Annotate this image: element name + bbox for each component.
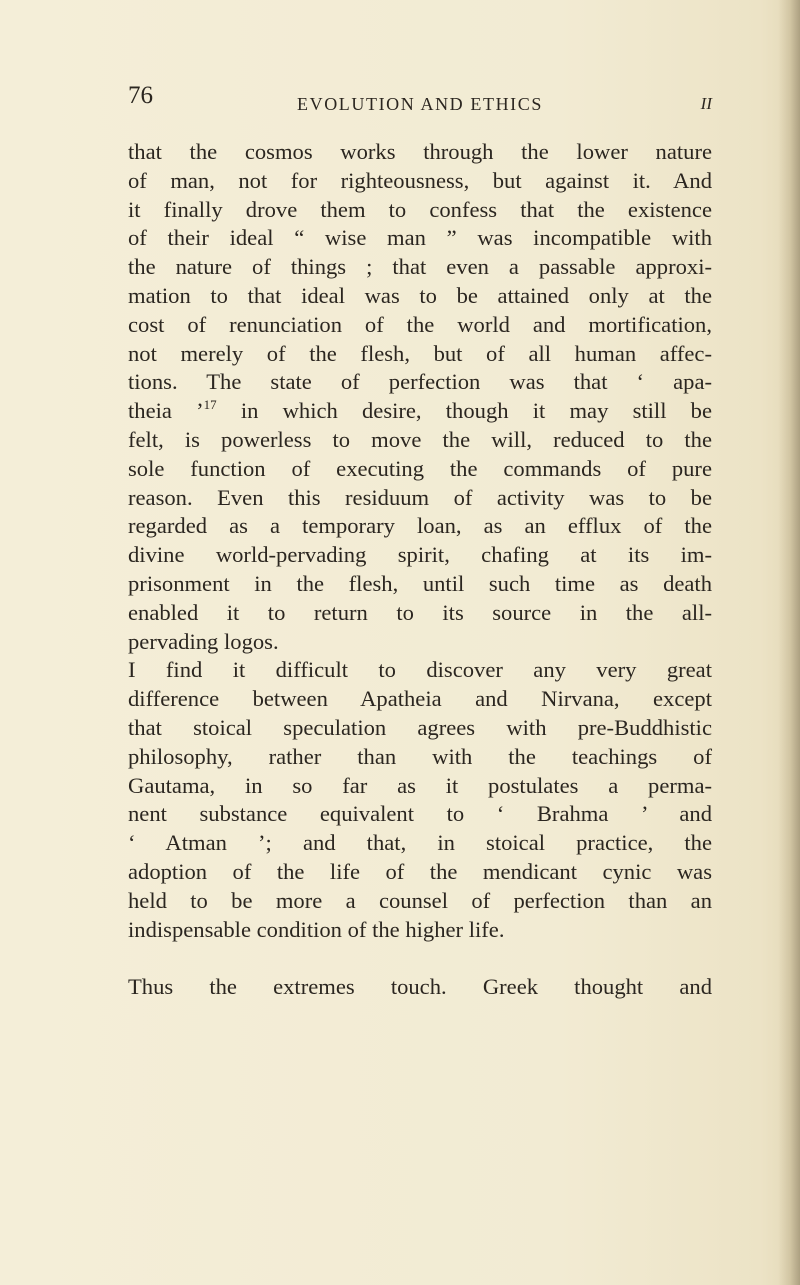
running-title: EVOLUTION AND ETHICS [297, 94, 543, 114]
text-line: ‘ Atman ’; and that, in stoical practice, the [128, 830, 712, 856]
text-line: reason. Even this residuum of activity was to be [128, 484, 712, 510]
text-line: cost of renunciation of the world and mortification, [128, 311, 712, 337]
text-line: pervading logos. [128, 628, 279, 654]
text-line: sole function of executing the commands of pure [128, 455, 712, 481]
text-line: nent substance equivalent to ‘ Brahma ’ and [128, 801, 712, 827]
text-line: of man, not for righteousness, but against it. And [128, 167, 712, 193]
text-line: held to be more a counsel of perfection than an [128, 887, 712, 913]
text-line: adoption of the life of the mendicant cynic was [128, 858, 712, 884]
paragraph-gap [128, 944, 712, 973]
body-text [128, 138, 712, 1002]
text-line: I find it difficult to discover any very great [128, 657, 712, 683]
text-line: philosophy, rather than with the teachings of [128, 743, 712, 769]
text-line: difference between Apatheia and Nirvana, except [128, 686, 712, 712]
text-line: Gautama, in so far as it postulates a perma- [128, 772, 712, 798]
text-line: of their ideal “ wise man ” was incompatible with [128, 225, 712, 251]
text-line: that stoical speculation agrees with pre-Buddhistic [128, 714, 712, 740]
text-line: it finally drove them to confess that the existence [128, 196, 712, 222]
page-edge-shadow [778, 0, 800, 1285]
text-line: prisonment in the flesh, until such time as death [128, 570, 712, 596]
section-mark: II [700, 94, 712, 113]
text-line: divine world-pervading spirit, chafing at its im- [128, 542, 712, 568]
text-line: indispensable condition of the higher life. [128, 916, 505, 942]
text-fragment: theia ’ [128, 398, 204, 424]
page-number: 76 [128, 82, 153, 109]
text-line: that the cosmos works through the lower nature [128, 139, 712, 164]
text-line: felt, is powerless to move the will, reduced to the [128, 426, 712, 452]
text-line: not merely of the flesh, but of all human affec- [128, 340, 712, 366]
text-line: the nature of things ; that even a passable approxi- [128, 254, 712, 280]
text-line: mation to that ideal was to be attained only at the [128, 282, 712, 308]
text-line: tions. The state of perfection was that ‘ apa- [128, 369, 712, 395]
text-line: Thus the extremes touch. Greek thought and [128, 974, 712, 1000]
running-head [128, 82, 712, 120]
text-line-with-footnote [128, 397, 712, 426]
text-line: regarded as a temporary loan, as an efflux of the [128, 513, 712, 539]
text-line: enabled it to return to its source in the all- [128, 599, 712, 625]
text-fragment: in which desire, though it may still be [216, 398, 712, 424]
footnote-marker: 17 [203, 397, 217, 413]
